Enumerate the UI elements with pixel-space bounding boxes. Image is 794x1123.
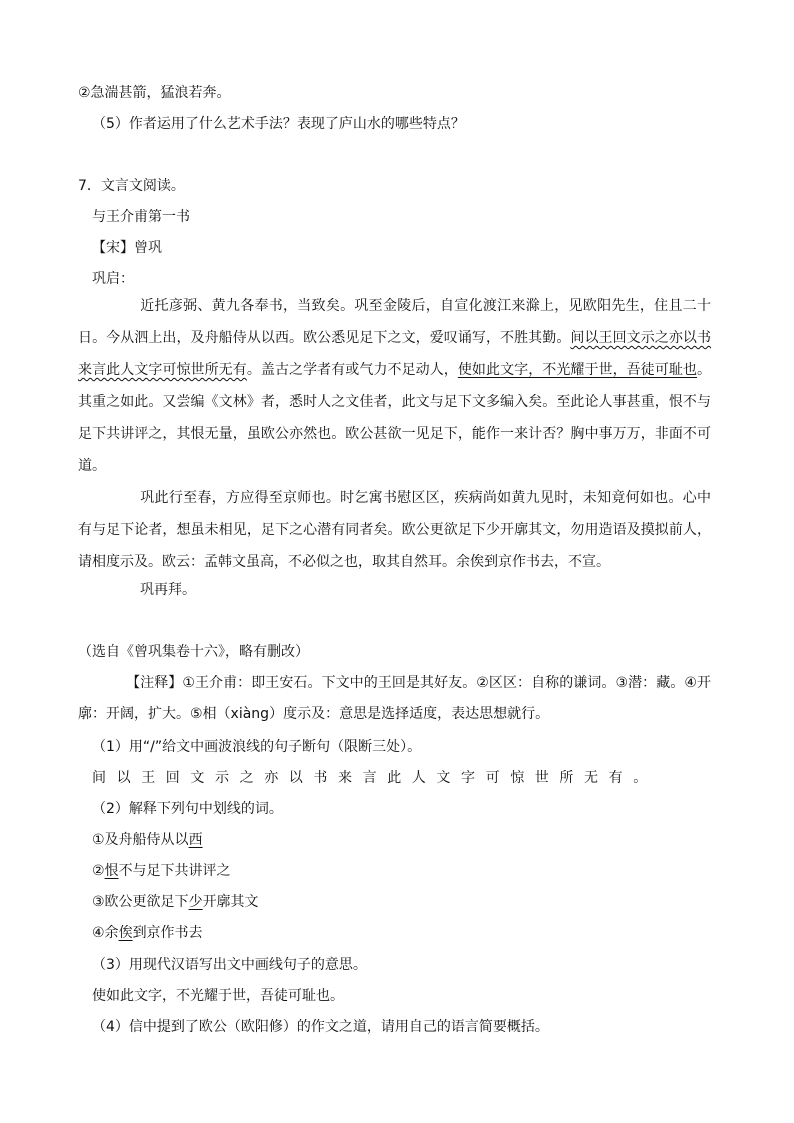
underlined-word: 西 [188,832,203,848]
greeting: 巩启： [92,271,134,287]
item-text: ④余 [92,925,119,941]
passage-paragraph-2 [78,482,711,578]
item-text: 到京作书去 [132,925,203,941]
closing: 巩再拜。 [140,582,196,598]
sub-question-1-text: 间以王回文示之亦以书来言此人文字可惊世所无有。 [92,770,658,786]
p1-text-a: 近托彦弼、黄九各奉书，当致矣。巩至金陵后，自宣化渡江来滁上，见欧阳先生，住且二十日。今从泗上出，及舟船侍从以西。欧公悉见足下之文，爱叹诵写，不胜其勤。 [78,298,711,346]
notes-text: 【注释】①王介甫：即王安石。下文中的王回是其好友。②区区：自称的谦词。③潜：藏。④开廓：开阔，扩大。⑤相（xiàng）度示及：意思是选择适度，表达思想就行。 [78,675,711,722]
item-text: 不与足下共讲评之 [118,863,231,879]
sub-question-1: （1）用“/”给文中画波浪线的句子断句（限断三处）。 [92,739,422,755]
essay-title: 与王介甫第一书 [92,209,190,225]
sub-question-2-item-3 [92,892,259,912]
sub-question-3-text: 使如此文字，不光耀于世，吾徒可耻也。 [92,988,344,1004]
author-line: 【宋】曾巩 [92,240,162,256]
item-2: ②急湍甚箭，猛浪若奔。 [78,85,231,101]
underlined-word: 恨 [104,863,119,879]
underlined-word: 少 [188,894,203,910]
p1-text-b: 。盖古之学者有或气力不足动人， [246,362,458,378]
sub-question-2-item-2 [92,861,231,881]
underlined-sentence: 使如此文字，不光耀于世，吾徒可耻也 [457,362,698,378]
sub-question-3: （3）用现代汉语写出文中画线句子的意思。 [92,957,367,973]
sub-question-2: （2）解释下列句中划线的词。 [92,801,283,817]
item-text: ③欧公更欲足下 [92,894,189,910]
wavy-sentence: 间以王回文示之亦以书来言此人文字可惊世所无有 [78,330,712,378]
sub-question-2-item-4 [92,923,203,943]
question-7-heading: 7．文言文阅读。 [78,178,185,194]
sub-question-2-item-1 [92,830,203,850]
underlined-word: 俟 [118,925,133,941]
item-text: 开廓其文 [202,894,259,910]
question-5: （5）作者运用了什么艺术手法？表现了庐山水的哪些特点？ [92,116,465,132]
item-text: ② [92,863,105,879]
sub-question-4: （4）信中提到了欧公（欧阳修）的作文之道，请用自己的语言简要概括。 [92,1019,549,1035]
p2-text: 巩此行至春，方应得至京师也。时乞寓书慰区区，疾病尚如黄九见时，未知竟何如也。心中有与足下论者，想虽未相见，足下之心潜有同者矣。欧公更欲足下少开廓其文，勿用造语及摸拟前人，请相度示及。欧云：孟韩文虽高，不必似之也，取其自然耳。余俟到京作书去，不宣。 [78,490,711,570]
p1-text-c: 。其重之如此。又尝编《文林》者，悉时人之文佳者，此文与足下文多编入矣。至此论人事甚重，恨不与足下共讲评之，其恨无量，虽欧公亦然也。欧公甚欲一见足下，能作一来计否？胸中事万万，非面不可道。 [78,362,712,474]
item-text: ①及舟船侍从以 [92,832,189,848]
source-note: （选自《曾巩集卷十六》，略有删改） [78,644,309,660]
annotations [78,668,711,730]
passage-paragraph-1 [78,290,711,482]
